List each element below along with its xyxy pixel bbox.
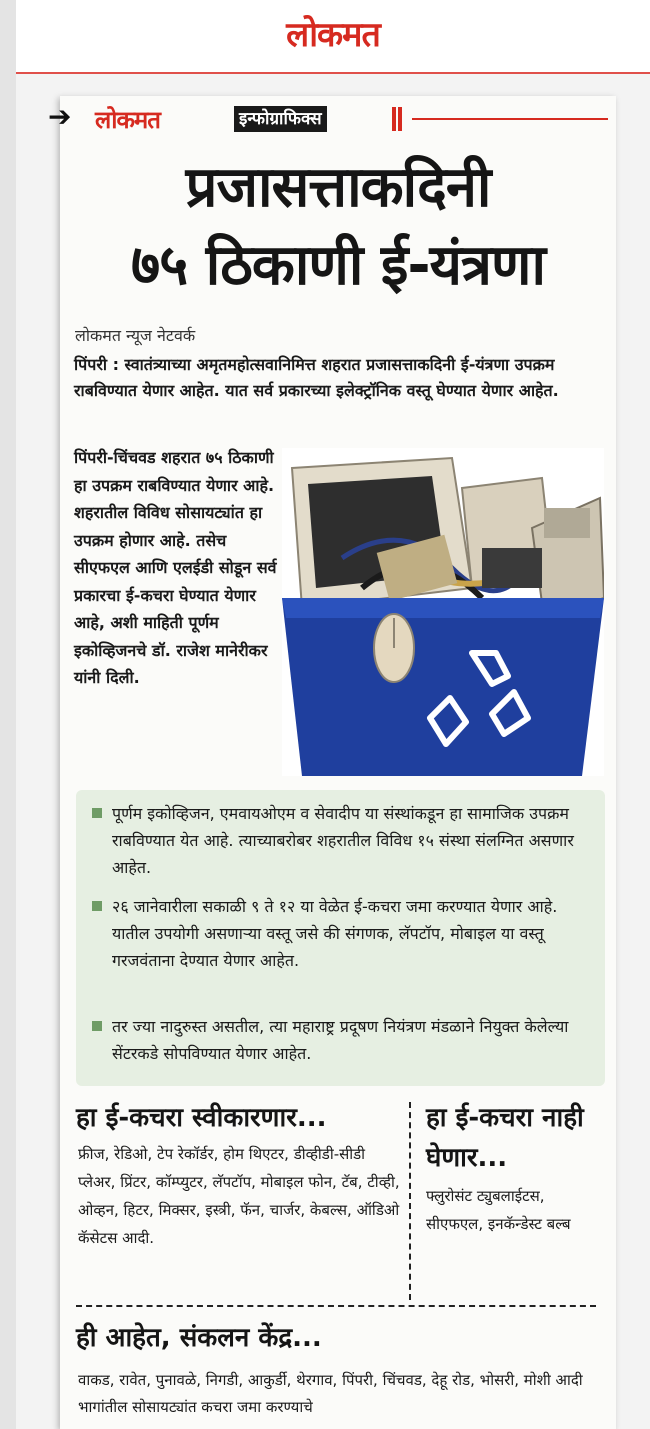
byline: लोकमत न्यूज नेटवर्क [75, 326, 196, 345]
reject-title: हा ई-कचरा नाही घेणार... [426, 1103, 584, 1173]
recycle-bin [282, 598, 604, 776]
e-waste-bin-image [282, 448, 604, 776]
list-item [92, 800, 592, 881]
accept-list: फ्रीज, रेडिओ, टेप रेकॉर्डर, होम थिएटर, डीव्हीडी-सीडी प्लेअर, प्रिंटर, कॉम्प्युटर, लॅपटॉप, मोबाइल फोन, टॅब, टीव्ही, ओव्हन, हिटर, मिक्सर, इस्त्री, फॅन, चार्जर, केबल्स, ऑडिओ कॅसेटस आदी. [78, 1145, 400, 1247]
list-item [92, 893, 592, 974]
centers-text: वाकड, रावेत, पुनावळे, निगडी, आकुर्डी, थेरगाव, पिंपरी, चिंचवड, देहू रोड, भोसरी, मोशी आदी भागांतील सोसायट्यांत कचरा जमा करण्याचे [78, 1371, 583, 1416]
section-bars [392, 107, 406, 131]
bullet-square-icon [92, 901, 102, 911]
list-item-text: २६ जानेवारीला सकाळी ९ ते १२ या वेळेत ई-कचरा जमा करण्यात येणार आहे. यातील उपयोगी असणाऱ्या वस्तू जसे की संगणक, लॅपटॉप, मोबाइल या वस्तू गरजवंताना देण्यात येणार आहेत. [112, 897, 558, 970]
vertical-divider [409, 1102, 411, 1300]
headline-line-1: प्रजासत्ताकदिनी [185, 155, 491, 220]
horizontal-divider [76, 1305, 596, 1307]
reject-list: फ्लुरोसंट ट्युबलाईटस, सीएफएल, इनकॅन्डेस्ट बल्ब [426, 1187, 571, 1233]
section-tag: इन्फोग्राफिक्स [234, 106, 327, 132]
site-logo[interactable]: लोकमत [286, 15, 380, 55]
list-item-text: पूर्णम इकोव्हिजन, एमवायओएम व सेवादीप या संस्थांकडून हा सामाजिक उपक्रम राबविण्यात येत आहे. त्याच्याबरोबर शहरातील विविध १५ संस्था संलग्नित असणार आहेत. [112, 804, 574, 877]
accept-title: हा ई-कचरा स्वीकारणार... [76, 1103, 327, 1133]
body-paragraph: पिंपरी-चिंचवड शहरात ७५ ठिकाणी हा उपक्रम राबविण्यात येणार आहे. शहरातील विविध सोसायट्यांत हा उपक्रम होणार आहे. तसेच सीएफएल आणि एलईडी सोडून सर्व प्रकारचा ई-कचरा घेण्यात येणार आहे, अशी माहिती पूर्णम इकोव्हिजनचे डॉ. राजेश मानेरीकर यांनी दिली. [74, 448, 277, 687]
list-item-text: तर ज्या नादुरुस्त असतील, त्या महाराष्ट्र प्रदूषण नियंत्रण मंडळाने नियुक्त केलेल्या सेंटरकडे सोपविण्यात येणार आहेत. [112, 1017, 569, 1063]
header-rule [16, 72, 650, 74]
section-rule [412, 118, 608, 120]
arrow-icon: ➔ [48, 100, 72, 133]
headline-line-2: ७५ ठिकाणी ई-यंत्रणा [131, 233, 545, 298]
left-margin-strip [0, 0, 16, 1429]
bullet-square-icon [92, 1021, 102, 1031]
intro-paragraph: पिंपरी : स्वातंत्र्याच्या अमृतमहोत्सवानिमित्त शहरात प्रजासत्ताकदिनी ई-यंत्रणा उपक्रम राबविण्यात येणार आहेत. यात सर्व प्रकारच्या इलेक्ट्रॉनिक वस्तू घेण्यात येणार आहेत. [74, 355, 559, 400]
centers-title: ही आहेत, संकलन केंद्र... [76, 1323, 322, 1353]
bullet-square-icon [92, 808, 102, 818]
list-item [92, 1013, 592, 1067]
clip-brand-logo: लोकमत [95, 105, 160, 134]
